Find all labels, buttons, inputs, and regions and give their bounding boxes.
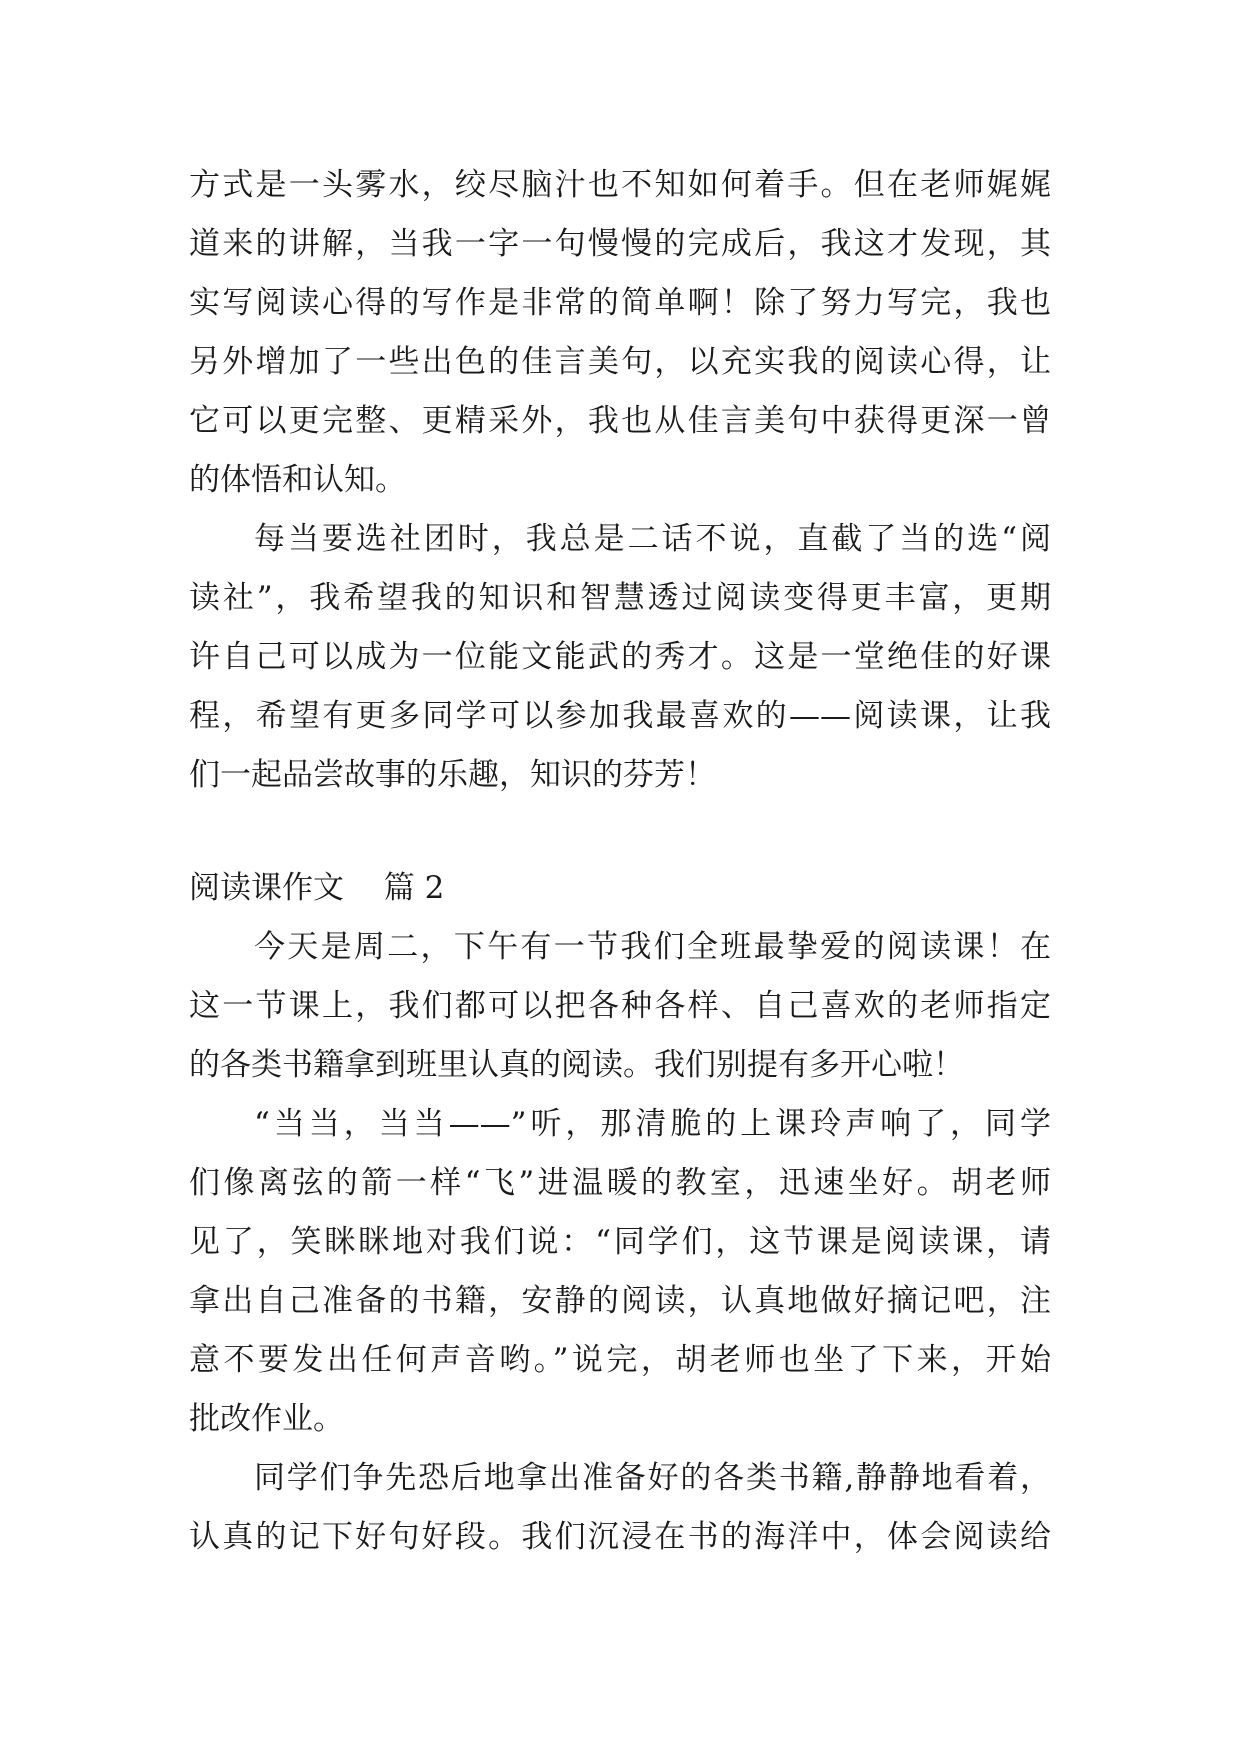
paragraph-4-line-2: 们像离弦的箭一样“飞”进温暖的教室，迅速坐好。胡老师 [189,1165,1051,1201]
paragraph-4-line-3: 见了，笑眯眯地对我们说：“同学们，这节课是阅读课，请 [189,1224,1051,1260]
paragraph-2-line-3: 许自己可以成为一位能文能武的秀才。这是一堂绝佳的好课 [189,639,1051,675]
paragraph-4-line-6: 批改作业。 [189,1401,344,1437]
paragraph-3-line-2: 这一节课上，我们都可以把各种各样、自己喜欢的老师指定 [189,988,1051,1024]
paragraph-5-line-2: 认真的记下好句好段。我们沉浸在书的海洋中，体会阅读给 [189,1519,1051,1555]
paragraph-1-line-3: 实写阅读心得的写作是非常的简单啊！除了努力写完，我也 [189,285,1051,321]
paragraph-1-line-4: 另外增加了一些出色的佳言美句，以充实我的阅读心得，让 [189,344,1051,380]
section-heading [189,868,444,908]
paragraph-1-line-2: 道来的讲解，当我一字一句慢慢的完成后，我这才发现，其 [189,226,1051,262]
paragraph-2-line-5: 们一起品尝故事的乐趣，知识的芬芳！ [189,757,716,793]
paragraph-4-line-1: “当当，当当——”听，那清脆的上课玲声响了，同学 [254,1106,1051,1142]
paragraph-5-line-1: 同学们争先恐后地拿出准备好的各类书籍,静静地看着， [254,1460,1051,1496]
paragraph-1-line-6: 的体悟和认知。 [189,462,406,498]
paragraph-3-line-1: 今天是周二，下午有一节我们全班最挚爱的阅读课！在 [254,929,1051,965]
section-number: 篇 2 [383,870,445,906]
paragraph-2-line-4: 程，希望有更多同学可以参加我最喜欢的——阅读课，让我 [189,698,1051,734]
paragraph-1-line-5: 它可以更完整、更精采外，我也从佳言美句中获得更深一曾 [189,403,1051,439]
section-title: 阅读课作文 [189,870,344,906]
paragraph-4-line-5: 意不要发出任何声音哟。”说完，胡老师也坐了下来，开始 [189,1342,1051,1378]
paragraph-4-line-4: 拿出自己准备的书籍，安静的阅读，认真地做好摘记吧，注 [189,1283,1051,1319]
paragraph-3-line-3: 的各类书籍拿到班里认真的阅读。我们别提有多开心啦！ [189,1047,964,1083]
paragraph-2-line-2: 读社”，我希望我的知识和智慧透过阅读变得更丰富，更期 [189,580,1051,616]
paragraph-1-line-1: 方式是一头雾水，绞尽脑汁也不知如何着手。但在老师娓娓 [189,167,1051,203]
paragraph-2-line-1: 每当要选社团时，我总是二话不说，直截了当的选“阅 [254,521,1051,557]
